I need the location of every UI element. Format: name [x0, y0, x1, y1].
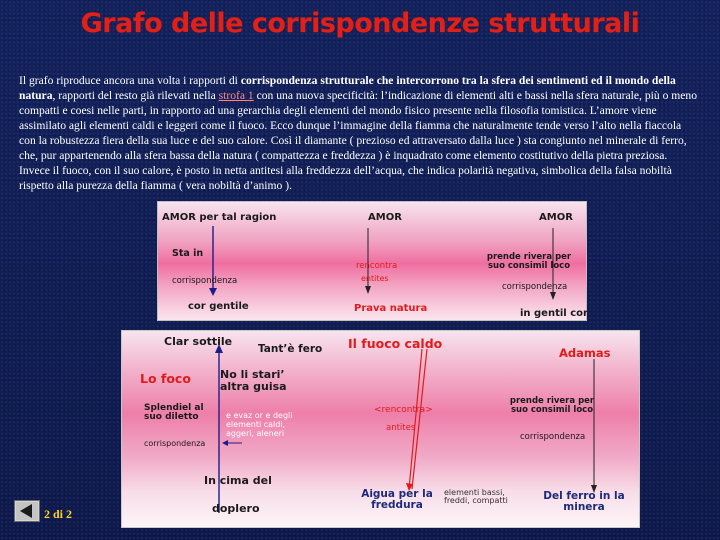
del-ferro-label: Del ferro in la minera: [543, 490, 625, 514]
cor-gentile-label: cor gentile: [188, 301, 249, 312]
antites-label: antites: [386, 423, 416, 433]
entites-label: entites: [361, 274, 389, 283]
sta-in-label: Sta in: [172, 248, 204, 259]
page-title: Grafo delle corrispondenze strutturali: [80, 8, 640, 39]
lo-foco-label: Lo foco: [140, 371, 191, 386]
correspondence-diagram-1: [157, 201, 587, 321]
aigua-label: Aigua per la freddura: [361, 488, 433, 512]
rencontra-label: <rencontra>: [374, 405, 433, 415]
il-fuoco-caldo-label: Il fuoco caldo: [348, 336, 443, 351]
adamas-label: Adamas: [559, 346, 611, 360]
description-paragraph: [19, 73, 697, 193]
corrispondenza-right-label: corrispondenza: [502, 282, 568, 292]
paragraph-text: con una nuova specificità: l’indicazione di elementi alti e bassi nella sfera naturale, più o meno compatti e coesi nelle parti, in rapporto ad una gerarchia degli elementi del mondo fisico presente nella filosofia tomistica. L’amore viene assimilato agli elementi caldi e leggeri come il fuoco. Ecco dunque l’immagine della fiamma che naturalmente tende verso l’alto nella fiaccola con la robustezza fiera della sua luce e del suo calore. Così il diamante ( prezioso ed attraversato dalla luce ) sta congiunto nel minerale di ferro, che, pur appartenendo alla sfera bassa della natura ( compattezza e freddezza ) è inquadrato come elemento costitutivo della pietra preziosa. Invece il fuoco, con il suo calore, è posto in netta antitesi alla freddezza dell’acqua, che indica polarità negativa, simbolica della falsa nobiltà rispetto alla purezza della fiamma ( vera nobiltà d’animo ).: [19, 89, 698, 192]
strofa-link[interactable]: strofa 1: [218, 89, 254, 102]
prava-natura-label: Prava natura: [354, 303, 428, 314]
no-li-stari-label: No li stari’ altra guisa: [220, 368, 287, 393]
elements-middle-label: e evaz or e degli elementi caldi, aggeri, aleneri: [226, 411, 293, 439]
in-gentil-cor-label: in gentil cor: [520, 308, 588, 319]
corrispondenza-left-label: corrispondenza: [144, 439, 206, 448]
doplero-label: doplero: [212, 502, 260, 515]
prende-rivera-label: prende rivera per suo consimil loco: [486, 252, 572, 271]
rencontra-label: rencontra: [356, 261, 398, 271]
corrispondenza-right-label: corrispondenza: [520, 432, 586, 442]
paragraph-text: Il grafo riproduce ancora una volta i rapporti di: [19, 74, 241, 87]
amor-center-label: AMOR: [368, 212, 402, 223]
paragraph-bold-text: corrispondenza strutturale che intercorrono tra la sfera dei sentimenti ed il mondo della natura: [19, 74, 676, 102]
splendiel-label: Splendiel al suo diletto: [144, 403, 204, 423]
clar-sottile-label: Clar sottile: [164, 335, 233, 348]
arrow-left-icon[interactable]: [14, 500, 40, 522]
in-cima-del-label: In cima del: [204, 474, 272, 487]
amor-right-label: AMOR: [539, 212, 573, 223]
paragraph-text: , rapporti del resto già rilevati nella: [52, 89, 219, 102]
elementi-bassi-label: elementi bassi, freddi, compatti: [444, 488, 508, 506]
amor-tal-ragion-label: AMOR per tal ragion: [162, 212, 277, 223]
tant-e-fero-label: Tant’è fero: [258, 343, 323, 355]
corrispondenza-left-label: corrispondenza: [172, 276, 238, 286]
correspondence-diagram-2: [121, 330, 640, 528]
page-number: 2 di 2: [44, 507, 73, 521]
prende-rivera-label: prende rivera per suo consimil loco: [509, 396, 595, 415]
